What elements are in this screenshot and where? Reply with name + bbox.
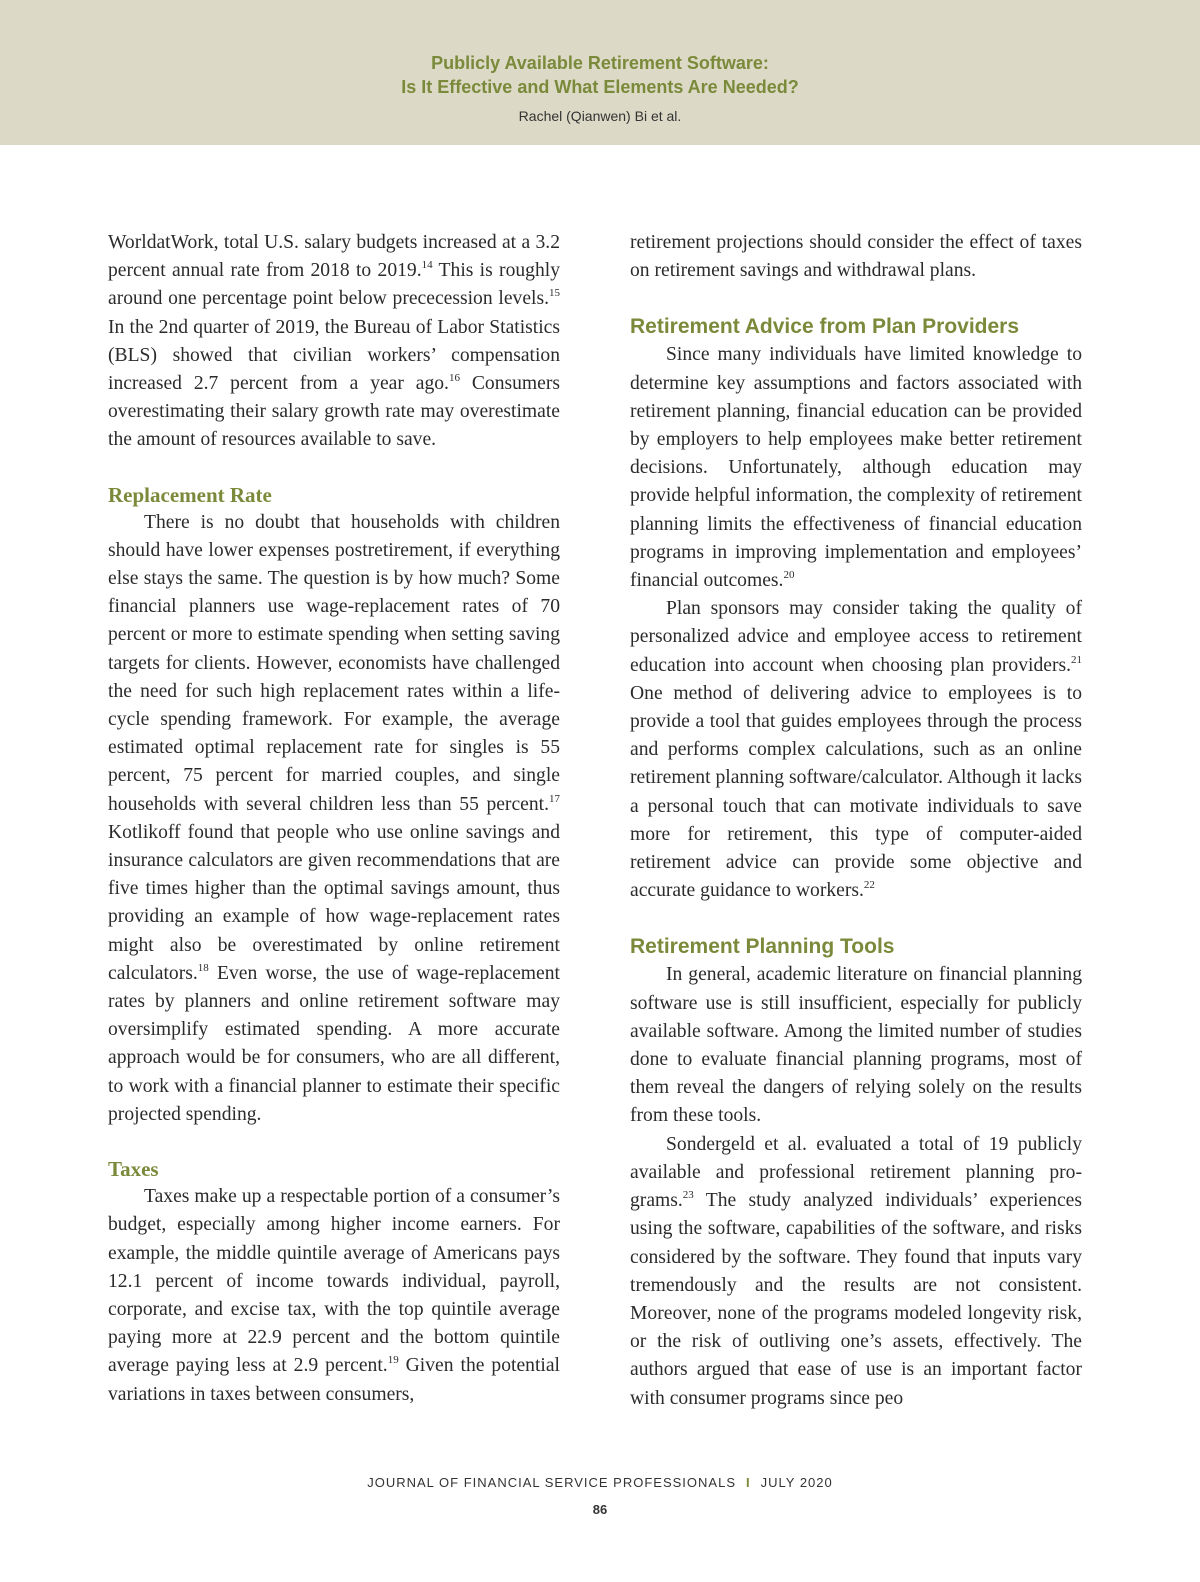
journal-name: JOURNAL OF FINANCIAL SERVICE PROFESSIONALS — [367, 1475, 736, 1490]
heading-plan-providers: Retirement Advice from Plan Providers — [630, 315, 1020, 339]
left-column — [108, 229, 560, 1409]
page-number: 86 — [592, 1502, 608, 1517]
heading-planning-tools: Retirement Planning Tools — [630, 935, 895, 959]
footnote-ref[interactable]: 22 — [863, 879, 875, 892]
footnote-ref[interactable]: 20 — [783, 569, 795, 582]
footnote-ref[interactable]: 15 — [549, 287, 560, 300]
heading-replacement-rate: Replacement Rate — [108, 482, 272, 507]
footnote-ref[interactable]: 21 — [1071, 653, 1082, 666]
paragraph-financial-education: Since many individuals have limited knowledge to determine key assumptions and factors associated with retirement planning, financial education can be provided by employers to help employees make better retirement decisions. Unfortunately, although education may provide helpful information, the complexity of retirement planning limits the effectiveness of financial education programs in improving implementation and employees’ financial outcomes.$^{20}$ — [630, 344, 1082, 592]
footnote-ref[interactable]: 23 — [682, 1189, 694, 1202]
paragraph-sondergeld: Sondergeld et al. evaluated a total of 19 publicly available and professional retirement planning programs.$^{23}$ The study analyzed individuals’ experiences using the software, capabilities of the software, and risks considered by the software. They found that inputs vary tremendously and the results are not consistent. Moreover, none of the programs modeled longevity risk, or the risk of outliving one’s assets, effectively. The authors argued that ease of use is an important factor with consumer programs since peo — [630, 1133, 1082, 1409]
paragraph-academic-literature: In general, academic literature on financial planning software use is still insufficient, especially for publicly available software. Among the limited number of studies done to evaluate financial planning programs, most of them reveal the dangers of relying solely on the results from these tools. — [630, 964, 1082, 1127]
footnote-ref[interactable]: 19 — [387, 1354, 399, 1367]
paragraph-salary-growth: WorldatWork, total U.S. salary budgets increased at a 3.2 percent annual rate from 2018 to 2019.14 This is roughly around one percentage point below prececession levels.$^{15}$ In the 2nd quarter of 2019, the Bureau of Labor Statistics (BLS) showed that civilian workers’ compensation increased 2.7 percent from a year ago.$^{16}$ Consumers overestimating their salary growth rate may overestimate the amount of resources available to save. — [108, 232, 560, 451]
paragraph-tax-continuation: retirement projections should consider the effect of taxes on retirement savings and withdrawal plans. — [630, 232, 1082, 282]
footer-separator: I — [746, 1475, 751, 1490]
footnote-ref[interactable]: 17 — [549, 792, 560, 805]
heading-taxes: Taxes — [108, 1157, 159, 1182]
footer-journal — [0, 1475, 1200, 1490]
footnote-ref[interactable]: 18 — [197, 961, 209, 974]
running-header — [0, 0, 1200, 145]
running-title-line-2: Is It Effective and What Elements Are Needed? — [401, 77, 799, 97]
paragraph-replacement-rate: There is no doubt that households with children should have lower expenses postretirement, if everything else stays the same. The question is by how much? Some financial planners use wage-replacement rates of 70 percent or more to estimate spending when setting saving targets for clients. However, economists have challenged the need for such high replacement rates within a life-cycle spending framework. For example, the average estimated optimal replacement rate for singles is 55 percent, 75 percent for married couples, and single households with several children less than 55 percent.$^{17}$ Kotlikoff found that people who use online savings and insurance calculators are given recommendations that are five times higher than the optimal savings amount, thus providing an example of how wage-replacement rates might also be overestimated by online retirement calculators.$^{18}$ Even worse, the use of wage-replacement rates by planners and online retirement software may oversimplify estimated spending. A more accurate approach would be for consumers, who are all different, to work with a financial planner to estimate their specific projected spending. — [108, 511, 560, 1125]
running-author: Rachel (Qianwen) Bi et al. — [518, 108, 682, 124]
issue-date: JULY 2020 — [760, 1475, 833, 1490]
footnote-ref[interactable]: 14 — [421, 259, 433, 272]
paragraph-taxes: Taxes make up a respectable portion of a consumer’s budget, especially among higher income earners. For example, the middle quintile average of Americans pays 12.1 percent of income towards individual, payroll, corporate, and excise tax, with the top quintile average paying more at 22.9 percent and the bottom quintile average paying less at 2.9 percent.$^{19}$ Given the potential variations in taxes between consumers, — [108, 1186, 560, 1405]
running-title-line-1: Publicly Available Retirement Software: — [431, 53, 769, 73]
paragraph-plan-sponsors: Plan sponsors may consider taking the quality of personalized advice and employee access to retirement education into account when choosing plan providers.$^{21}$ One method of delivering advice to employees is to provide a tool that guides employees through the process and performs complex calculations, such as an online retirement planning software/calculator. Although it lacks a personal touch that can motivate individuals to save more for retirement, this type of computer-aided retirement advice can provide some objective and accurate guidance to workers.$^{22}$ — [630, 598, 1082, 902]
footnote-ref[interactable]: 16 — [448, 372, 460, 385]
right-column — [630, 229, 1082, 1413]
